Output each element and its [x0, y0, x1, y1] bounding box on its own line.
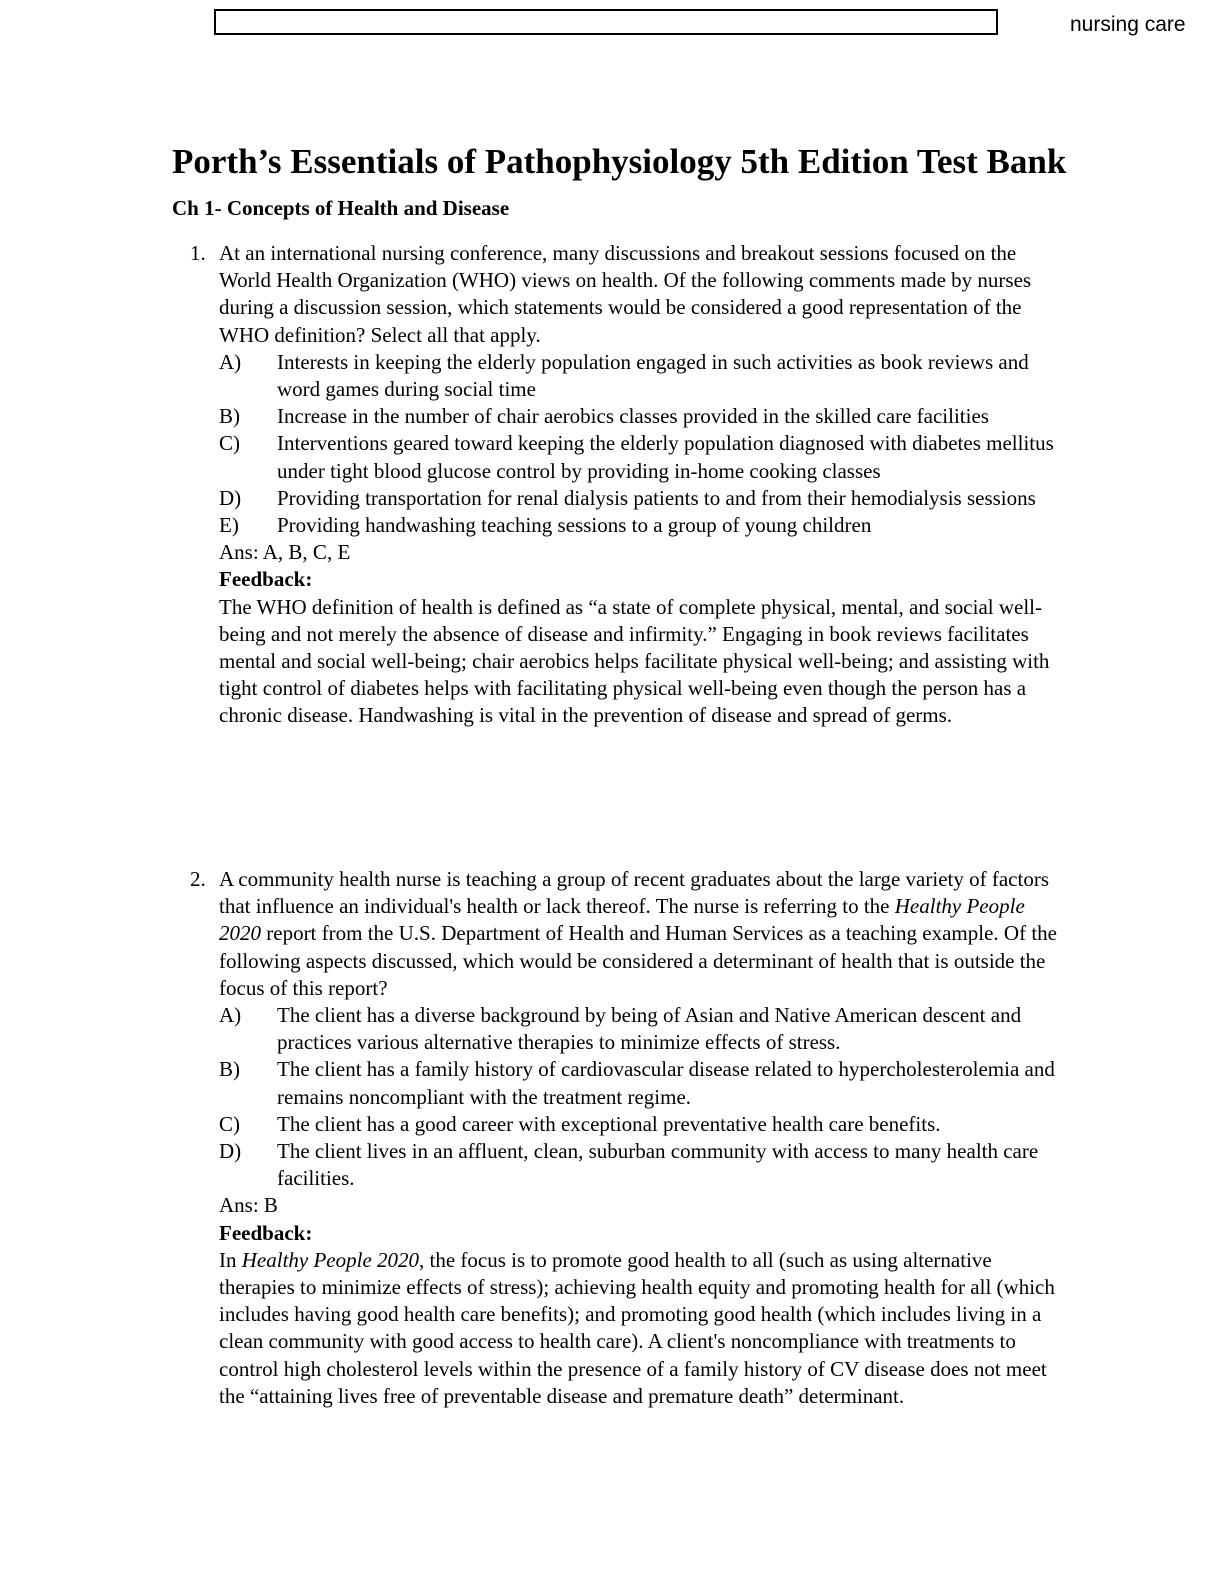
question-2 — [172, 866, 1072, 1410]
option-text: The client has a family history of cardiovascular disease related to hypercholesterolemia and remains noncompliant with the treatment regime. — [277, 1057, 1055, 1109]
option-letter: D) — [219, 1139, 242, 1164]
option-letter: C) — [219, 431, 240, 456]
question-1 — [172, 240, 1072, 730]
question-stem — [172, 240, 1072, 349]
option-text: Increase in the number of chair aerobics classes provided in the skilled care facilities — [277, 404, 989, 429]
option-text: The client lives in an affluent, clean, suburban community with access to many health care facilities. — [277, 1139, 1039, 1191]
header-tag: nursing care — [1070, 13, 1186, 36]
option-letter: A) — [219, 349, 242, 374]
question-number: 2. — [190, 867, 206, 891]
option-d — [172, 485, 1072, 512]
option-d — [172, 1138, 1072, 1192]
feedback-text-before: In — [219, 1247, 242, 1272]
question-text: At an international nursing conference, many discussions and breakout sessions focused on the World Health Organization (WHO) views on health. Of the following comments made by nurses during a discussion session, which statements would be considered a good representation of the WHO definition? Select all that apply. — [219, 241, 1032, 347]
report-title: Healthy People 2020 — [241, 1247, 420, 1272]
feedback-text — [172, 1247, 1072, 1410]
report-title: Healthy People 2020 — [219, 894, 1025, 946]
option-text: The client has a diverse background by being of Asian and Native American descent and practices various alternative therapies to minimize effects of stress. — [277, 1003, 1022, 1055]
feedback-label: Feedback: — [219, 1220, 313, 1245]
answer: Ans: B — [219, 1193, 278, 1218]
option-text: Providing transportation for renal dialysis patients to and from their hemodialysis sessions — [277, 485, 1036, 510]
option-letter: A) — [219, 1003, 242, 1028]
stem-text-after: report from the U.S. Department of Health and Human Services as a teaching example. Of the following aspects discussed, which would be considered a determinant of health that is outside the focus of this report? — [219, 921, 1057, 1000]
question-stem — [172, 866, 1072, 1002]
option-letter: E) — [219, 513, 239, 538]
option-c — [172, 430, 1072, 484]
option-a — [172, 1002, 1072, 1056]
option-letter: C) — [219, 1111, 240, 1136]
option-text: Providing handwashing teaching sessions to a group of young children — [277, 513, 872, 538]
option-text: The client has a good career with exceptional preventative health care benefits. — [277, 1111, 941, 1136]
option-b — [172, 1056, 1072, 1110]
option-letter: B) — [219, 404, 240, 429]
feedback-label: Feedback: — [219, 567, 313, 592]
option-text: Interests in keeping the elderly population engaged in such activities as book reviews and word games during social time — [277, 349, 1029, 402]
question-number: 1. — [190, 241, 206, 265]
question-text — [219, 866, 1072, 1002]
chapter-heading: Ch 1- Concepts of Health and Disease — [172, 196, 510, 220]
feedback-text-after: , the focus is to promote good health to all (such as using alternative therapies to minimize effects of stress); achieving health equity and promoting health for all (which includes having good health care benefits); and promoting good health (which includes living in a clean community with good access to health care). A client's noncompliance with treatments to control high cholesterol levels within the presence of a family history of CV disease does not meet the “attaining lives free of preventable disease and premature death” determinant. — [219, 1247, 1055, 1408]
option-letter: B) — [219, 1057, 240, 1082]
option-a — [172, 349, 1072, 403]
option-c — [172, 1111, 1072, 1138]
feedback-text: The WHO definition of health is defined as “a state of complete physical, mental, and social well-being and not merely the absence of disease and infirmity.” Engaging in book reviews facilitates mental and social well-being; chair aerobics helps facilitate physical well-being; and assisting with tight control of diabetes helps with facilitating physical well-being even though the person has a chronic disease. Handwashing is vital in the prevention of disease and spread of germs. — [219, 594, 1050, 728]
answer: Ans: A, B, C, E — [219, 540, 351, 565]
stem-text-before: A community health nurse is teaching a group of recent graduates about the large variety of factors that influence an individual's health or lack thereof. The nurse is referring to the — [219, 867, 1049, 919]
option-list — [172, 349, 1072, 539]
document-title: Porth’s Essentials of Pathophysiology 5th Edition Test Bank — [172, 142, 1067, 181]
option-letter: D) — [219, 485, 242, 510]
option-list — [172, 1002, 1072, 1192]
header-box — [214, 9, 998, 35]
option-e — [172, 512, 1072, 539]
option-text: Interventions geared toward keeping the elderly population diagnosed with diabetes mellitus under tight blood glucose control by providing in-home cooking classes — [277, 431, 1054, 483]
option-b — [172, 403, 1072, 430]
